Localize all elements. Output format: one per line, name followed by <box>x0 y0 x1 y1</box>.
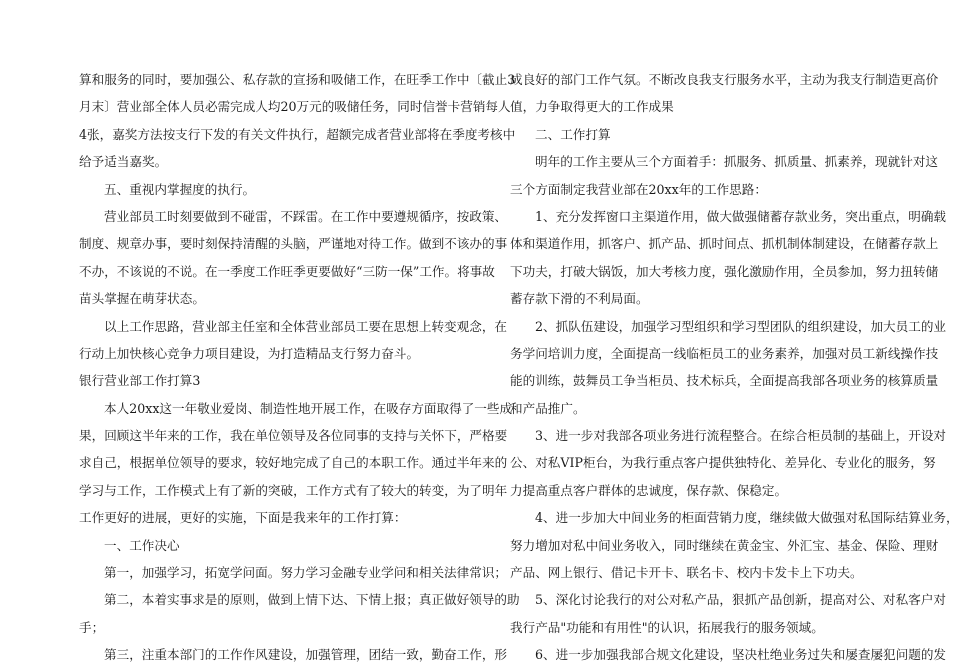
text-line: 下功夫，打破大锅饭，加大考核力度，强化激励作用，全员参加，努力扭转储 <box>510 263 939 279</box>
text-line: 本人20xx这一年敬业爱岗、制造性地开展工作，在吸存方面取得了一些成 <box>104 400 513 416</box>
text-line: 苗头掌握在萌芽状态。 <box>79 291 205 307</box>
text-line: 值，力争取得更大的工作成果 <box>510 99 674 115</box>
text-line: 能的训练，鼓舞员工争当柜员、技术标兵，全面提高我部各项业务的核算质量 <box>510 373 939 389</box>
text-line: 努力增加对私中间业务收入，同时继续在黄金宝、外汇宝、基金、保险、理财 <box>510 537 939 553</box>
text-line: 明年的工作主要从三个方面着手：抓服务、抓质量、抓素养，现就针对这 <box>535 154 938 170</box>
text-line: 第二，本着实事求是的原则，做到上情下达、下情上报；真正做好领导的助 <box>104 592 520 608</box>
text-line: 产品、网上银行、借记卡开卡、联名卡、校内卡发卡上下功夫。 <box>510 565 863 581</box>
text-line: 2、抓队伍建设，加强学习型组织和学习型团队的组织建设，加大员工的业 <box>535 318 947 334</box>
text-line: 给予适当嘉奖。 <box>79 154 168 170</box>
text-line: 第三，注重本部门的工作作风建设，加强管理，团结一致，勤奋工作，形 <box>104 647 507 663</box>
text-line: 6、进一步加强我部合规文化建设，坚决杜绝业务过失和屡查屡犯问题的发 <box>535 647 947 663</box>
text-line: 求自己，根据单位领导的要求，较好地完成了自己的本职工作。通过半年来的 <box>79 455 508 471</box>
text-line: 行动上加快核心竞争力项目建设，为打造精品支行努力奋斗。 <box>79 345 420 361</box>
text-line: 力提高重点客户群体的忠诚度，保存款、保稳定。 <box>510 482 788 498</box>
text-line: 公、对私VIP柜台，为我行重点客户提供独特化、差异化、专业化的服务，努 <box>510 455 936 471</box>
text-line: 银行营业部工作打算3 <box>79 373 201 389</box>
text-line: 我行产品"功能和有用性"的认识，拓展我行的服务领域。 <box>510 619 824 635</box>
text-line: 二、工作打算 <box>535 126 611 142</box>
text-line: 制度、规章办事，要时刻保持清醒的头脑，严谨地对待工作。做到不该办的事 <box>79 236 508 252</box>
text-line: 算和服务的同时，要加强公、私存款的宣扬和吸储工作，在旺季工作中〔截止3 <box>79 72 516 87</box>
text-line: 蓄存款下滑的不利局面。 <box>510 291 649 307</box>
text-line: 工作更好的进展，更好的实施，下面是我来年的工作打算： <box>79 510 407 526</box>
text-line: 一、工作决心 <box>104 537 180 553</box>
text-line: 学习与工作，工作模式上有了新的突破，工作方式有了较大的转变，为了明年 <box>79 482 508 498</box>
text-line: 三个方面制定我营业部在20xx年的工作思路： <box>510 181 767 197</box>
text-line: 1、充分发挥窗口主渠道作用，做大做强储蓄存款业务，突出重点，明确载 <box>535 208 947 224</box>
text-line: 体和渠道作用，抓客户、抓产品、抓时间点、抓机制体制建设，在储蓄存款上 <box>510 236 939 252</box>
text-line: 不办，不该说的不说。在一季度工作旺季更要做好“三防一保”工作。将事故 <box>79 263 495 279</box>
text-line: 4张，嘉奖方法按支行下发的有关文件执行，超额完成者营业部将在季度考核中 <box>79 126 516 142</box>
right-column <box>510 66 959 669</box>
text-line: 月末〕营业部全体人员必需完成人均20万元的吸储任务，同时信誉卡营销每人 <box>79 99 511 115</box>
text-line: 五、重视内掌握度的执行。 <box>104 181 256 197</box>
text-line: 营业部员工时刻要做到不碰雷，不踩雷。在工作中要遵规循序，按政策、 <box>104 208 507 224</box>
text-line: 5、深化讨论我行的对公对私产品，狠抓产品创新，提高对公、对私客户对 <box>535 592 947 608</box>
text-line: 成良好的部门工作气氛。不断改良我支行服务水平，主动为我支行制造更高价 <box>510 72 939 87</box>
text-line: 4、进一步加大中间业务的柜面营销力度，继续做大做强对私国际结算业务， <box>535 510 959 526</box>
text-line: 务学问培训力度，全面提高一线临柜员工的业务素养，加强对员工新线操作技 <box>510 345 939 361</box>
text-line: 果，回顾这半年来的工作，我在单位领导及各位同事的支持与关怀下，严格要 <box>79 428 508 444</box>
text-line: 3、进一步对我部各项业务进行流程整合。在综合柜员制的基础上，开设对 <box>535 428 947 444</box>
left-column <box>79 66 520 669</box>
text-line: 和产品推广。 <box>510 400 586 416</box>
text-line: 以上工作思路，营业部主任室和全体营业部员工要在思想上转变观念，在 <box>104 318 507 334</box>
text-line: 手； <box>79 619 105 635</box>
text-line: 第一，加强学习，拓宽学问面。努力学习金融专业学问和相关法律常识； <box>104 565 507 581</box>
